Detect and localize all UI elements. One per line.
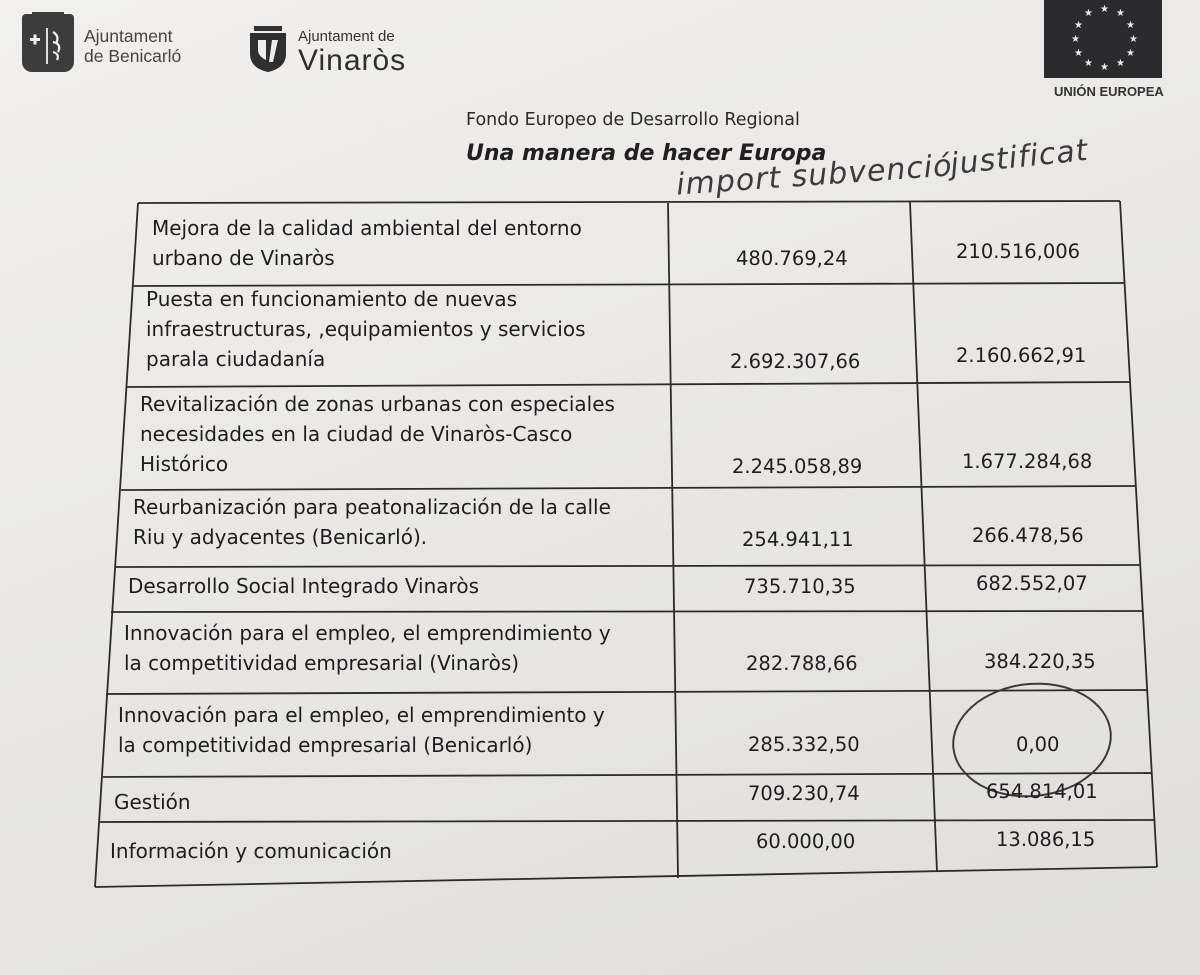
document-subtitle: Una manera de hacer Europa bbox=[466, 141, 827, 166]
svg-text:★: ★ bbox=[1100, 62, 1109, 73]
svg-text:★: ★ bbox=[1126, 48, 1135, 59]
table-row-amount: 60.000,00 bbox=[756, 830, 856, 853]
table-row-justified: 682.552,07 bbox=[976, 572, 1088, 595]
svg-text:★: ★ bbox=[1116, 58, 1125, 69]
svg-text:★: ★ bbox=[1074, 48, 1083, 59]
svg-text:★: ★ bbox=[1129, 34, 1138, 45]
table-row-description: Información y comunicación bbox=[110, 839, 392, 863]
table-row-amount: 709.230,74 bbox=[748, 782, 860, 805]
table-row-justified: 210.516,006 bbox=[956, 240, 1081, 263]
svg-text:★: ★ bbox=[1074, 20, 1083, 31]
benicarlo-line1: Ajuntament bbox=[84, 26, 173, 46]
vinaros-big-text: Vinaròs bbox=[298, 44, 407, 77]
table-row-amount: 480.769,24 bbox=[736, 247, 848, 270]
table-row-description: Mejora de la calidad ambiental del entorno urbano de Vinaròs bbox=[152, 216, 582, 270]
table-row-description: Desarrollo Social Integrado Vinaròs bbox=[128, 574, 479, 598]
table-row-amount: 735.710,35 bbox=[744, 575, 856, 598]
svg-text:★: ★ bbox=[1116, 8, 1125, 19]
table-row-justified: 13.086,15 bbox=[996, 828, 1096, 851]
benicarlo-line2: de Benicarló bbox=[84, 46, 182, 66]
table-row-justified: 654.814,01 bbox=[986, 780, 1098, 803]
svg-text:★: ★ bbox=[1084, 58, 1093, 69]
table-row-description: Puesta en funcionamiento de nuevas infraestructuras, ,equipamientos y servicios parala ciudadanía bbox=[146, 287, 586, 371]
table-row-justified: 384.220,35 bbox=[984, 650, 1096, 673]
table-row-description: Revitalización de zonas urbanas con especiales necesidades en la ciudad de Vinaròs-Casco Histórico bbox=[140, 392, 615, 476]
table-row-amount: 282.788,66 bbox=[746, 652, 858, 675]
svg-text:★: ★ bbox=[1084, 8, 1093, 19]
table-row-description: Gestión bbox=[114, 790, 191, 814]
table-row-amount: 254.941,11 bbox=[742, 528, 854, 551]
table-row-justified: 266.478,56 bbox=[972, 524, 1084, 547]
table-row-justified: 2.160.662,91 bbox=[956, 344, 1087, 367]
table-row-amount: 285.332,50 bbox=[748, 733, 860, 756]
svg-text:★: ★ bbox=[1071, 34, 1080, 45]
svg-text:★: ★ bbox=[1126, 20, 1135, 31]
document-title: Fondo Europeo de Desarrollo Regional bbox=[466, 110, 800, 130]
table-row-description: Reurbanización para peatonalización de la calle Riu y adyacentes (Benicarló). bbox=[133, 495, 611, 549]
table-row-amount: 2.245.058,89 bbox=[732, 455, 863, 478]
eu-label: UNIÓN EUROPEA bbox=[1054, 84, 1164, 99]
svg-text:★: ★ bbox=[1100, 4, 1109, 15]
table-row-amount: 2.692.307,66 bbox=[730, 350, 861, 373]
vinaros-small-text: Ajuntament de bbox=[298, 28, 395, 45]
handwritten-column-header-2: justificat bbox=[948, 132, 1091, 183]
table-row-justified: 1.677.284,68 bbox=[962, 450, 1093, 473]
table-row-description: Innovación para el empleo, el emprendimiento y la competitividad empresarial (Benicarló) bbox=[118, 703, 605, 757]
handwritten-column-header-1: import subvenció bbox=[675, 148, 954, 203]
table-row-description: Innovación para el empleo, el emprendimiento y la competitividad empresarial (Vinaròs) bbox=[124, 621, 611, 675]
table-row-justified: 0,00 bbox=[1016, 733, 1060, 756]
